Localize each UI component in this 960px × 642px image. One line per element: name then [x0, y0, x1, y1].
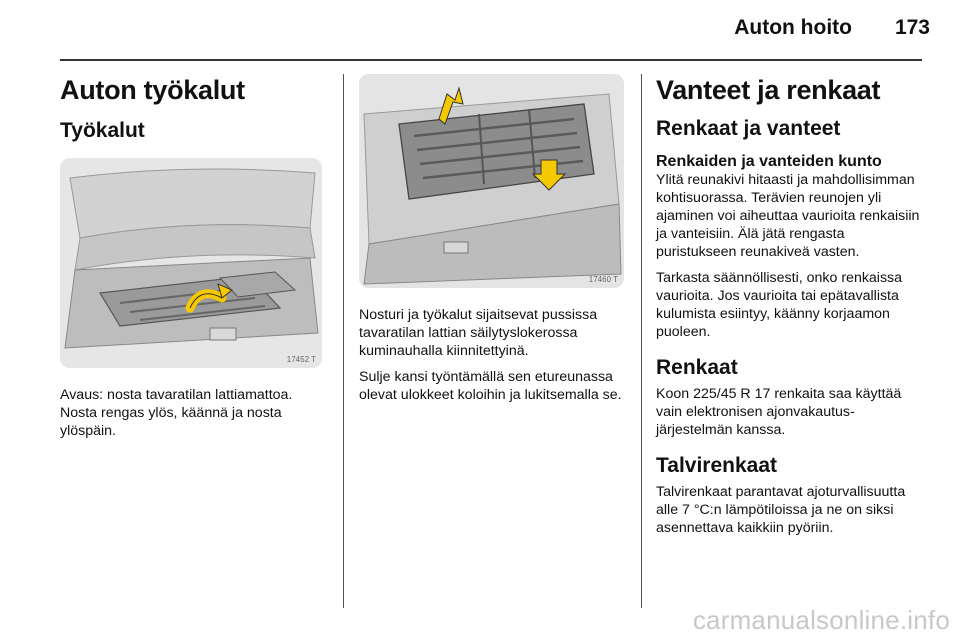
right-column — [656, 74, 926, 537]
winter-tyres-paragraph: Talvirenkaat parantavat ajoturvallisuutta alle 7 °C:n lämpötiloissa ja ne on siksi asennettava kaikkiin pyöriin. — [656, 484, 906, 536]
section-heading-winter-tyres: Talvirenkaat — [656, 454, 778, 477]
header-rule — [60, 59, 922, 61]
page-header — [0, 0, 960, 60]
condition-paragraph-2: Tarkasta säännöllisesti, onko renkaissa vaurioita. Jos vaurioita tai epätavallista kulumista esiintyy, käänny korjaamon puoleen. — [656, 270, 903, 340]
tyres-paragraph: Koon 225/45 R 17 renkaita saa käyttää vain elektronisen ajonvakautusjärjestelmän kanssa. — [656, 386, 902, 438]
left-column — [60, 74, 332, 440]
column-separator — [343, 74, 344, 608]
left-title: Auton työkalut — [60, 75, 245, 105]
section-heading-tyres: Renkaat — [656, 356, 738, 379]
column-separator — [641, 74, 642, 608]
figure-trunk-floor — [60, 158, 322, 368]
trunk-floor-illustration — [60, 158, 322, 368]
middle-paragraph-1: Nosturi ja työkalut sijaitsevat pussissa tavaratilan lattian säilytyslokerossa kuminauhalla kiinnitettyinä. — [359, 307, 598, 359]
figure-code: 17452 T — [286, 355, 316, 364]
section-heading-condition: Renkaiden ja vanteiden kunto — [656, 153, 882, 170]
watermark: carmanualsonline.info — [692, 605, 950, 635]
right-subtitle: Renkaat ja vanteet — [656, 117, 841, 140]
figure-code: 17460 T — [588, 275, 618, 284]
middle-paragraph-2: Sulje kansi työntämällä sen etureunassa olevat ulokkeet koloihin ja lukitsemalla se. — [359, 369, 622, 403]
right-title: Vanteet ja renkaat — [656, 75, 881, 105]
condition-paragraph-1: Ylitä reunakivi hitaasti ja mahdollisimman kohtisuorassa. Terävien reunojen yli ajaminen voi aiheuttaa vaurioita renkaisiin ja vanteisiin. Älä jätä rengasta puristukseen reunakiveä vasten. — [656, 172, 920, 260]
section-title: Auton hoito — [734, 16, 852, 39]
figure-storage-compartment — [359, 74, 624, 288]
middle-column — [359, 74, 627, 404]
page-number: 173 — [894, 16, 930, 39]
storage-compartment-illustration — [359, 74, 624, 288]
left-subtitle: Työkalut — [60, 119, 145, 142]
left-body-text: Avaus: nosta tavaratilan lattiamattoa. Nosta rengas ylös, käännä ja nosta ylöspäin. — [60, 387, 293, 439]
